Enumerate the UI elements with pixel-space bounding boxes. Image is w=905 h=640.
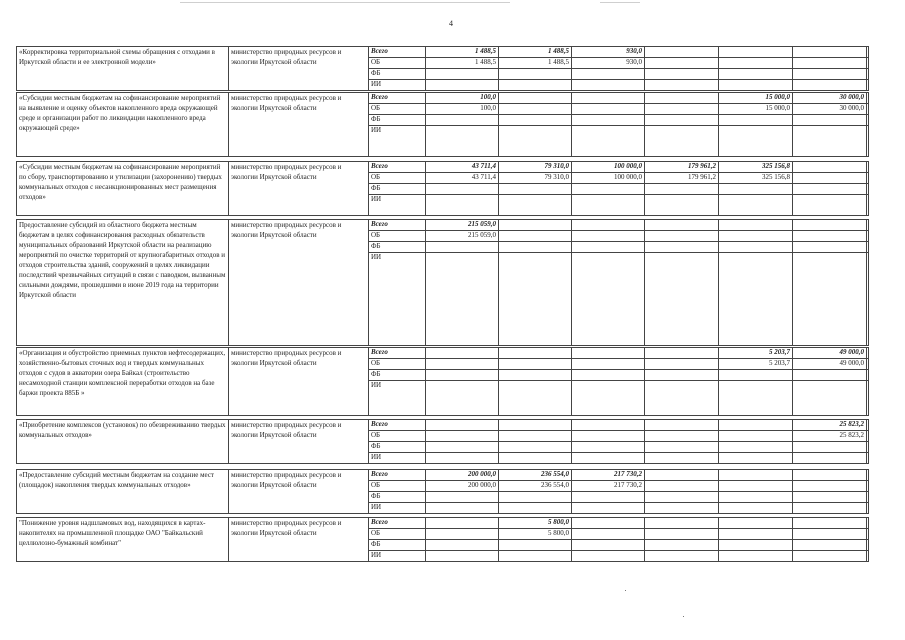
amount-cell: [572, 104, 645, 115]
amount-cell: [499, 242, 572, 253]
amount-cell: [719, 370, 793, 381]
amount-cell: [719, 492, 793, 503]
amount-cell: [719, 231, 793, 242]
table-row: [17, 47, 869, 58]
amount-cell: 43 711,4: [426, 173, 499, 184]
amount-cell: [793, 370, 867, 381]
amount-cell: [426, 80, 499, 91]
table-row: [17, 162, 869, 173]
amount-cell: [426, 370, 499, 381]
amount-cell: [867, 481, 869, 492]
funding-source-cell: ФБ: [369, 115, 426, 126]
amount-cell: [719, 195, 793, 216]
amount-cell: [572, 93, 645, 104]
funding-source-cell: ОБ: [369, 104, 426, 115]
amount-cell: [572, 529, 645, 540]
amount-cell: [719, 220, 793, 231]
amount-cell: [645, 80, 719, 91]
funding-source-cell: ОБ: [369, 173, 426, 184]
amount-cell: 79 310,0: [499, 162, 572, 173]
amount-cell: [499, 453, 572, 464]
amount-cell: [426, 184, 499, 195]
amount-cell: [867, 58, 869, 69]
amount-cell: [793, 173, 867, 184]
amount-cell: 5 800,0: [499, 518, 572, 529]
amount-cell: 79 310,0: [499, 173, 572, 184]
amount-cell: [793, 442, 867, 453]
amount-cell: [572, 551, 645, 562]
amount-cell: [867, 93, 869, 104]
amount-cell: [499, 359, 572, 370]
amount-cell: [793, 529, 867, 540]
funding-source-cell: Всего: [369, 470, 426, 481]
funding-source-cell: ОБ: [369, 58, 426, 69]
amount-cell: 100,0: [426, 104, 499, 115]
amount-cell: 43 711,4: [426, 162, 499, 173]
amount-cell: [867, 370, 869, 381]
amount-cell: [499, 370, 572, 381]
amount-cell: [793, 453, 867, 464]
amount-cell: [793, 242, 867, 253]
amount-cell: 325 156,8: [719, 173, 793, 184]
measure-description: «Приобретение комплексов (установок) по обезвреживанию твердых коммунальных отходов»: [17, 420, 229, 464]
executor-cell: министерство природных ресурсов и экологии Иркутской области: [229, 420, 369, 464]
amount-cell: [719, 551, 793, 562]
amount-cell: [572, 370, 645, 381]
amount-cell: [867, 47, 869, 58]
amount-cell: [572, 126, 645, 157]
amount-cell: [793, 195, 867, 216]
amount-cell: [719, 453, 793, 464]
amount-cell: [719, 253, 793, 346]
amount-cell: [719, 184, 793, 195]
funding-source-cell: ФБ: [369, 69, 426, 80]
amount-cell: [645, 184, 719, 195]
amount-cell: [499, 381, 572, 416]
amount-cell: [499, 93, 572, 104]
amount-cell: 30 000,0: [793, 104, 867, 115]
funding-source-cell: Всего: [369, 93, 426, 104]
amount-cell: [719, 47, 793, 58]
amount-cell: 100 000,0: [572, 162, 645, 173]
funding-source-cell: ИИ: [369, 195, 426, 216]
amount-cell: [572, 442, 645, 453]
table-row: [17, 420, 869, 431]
amount-cell: 25 823,2: [793, 431, 867, 442]
amount-cell: 217 730,2: [572, 470, 645, 481]
amount-cell: [572, 195, 645, 216]
funding-source-cell: ОБ: [369, 481, 426, 492]
funding-source-cell: ИИ: [369, 453, 426, 464]
amount-cell: [867, 162, 869, 173]
scan-speck: [625, 590, 626, 591]
amount-cell: [645, 370, 719, 381]
table-row: [17, 220, 869, 231]
amount-cell: [572, 184, 645, 195]
amount-cell: 25 823,2: [793, 420, 867, 431]
amount-cell: [793, 58, 867, 69]
amount-cell: [499, 503, 572, 514]
amount-cell: [867, 231, 869, 242]
amount-cell: [499, 253, 572, 346]
amount-cell: 1 488,5: [426, 58, 499, 69]
amount-cell: [867, 442, 869, 453]
amount-cell: [793, 47, 867, 58]
measure-description: «Организация и обустройство приемных пунктов нефтесодержащих, хозяйственно-бытовых сточных вод и твердых коммунальных отходов с судов в акватории озера Байкал (строительство несамоходной станции комплексной переработки отходов на базе баржи проекта 885Б »: [17, 348, 229, 416]
amount-cell: [572, 359, 645, 370]
amount-cell: [499, 115, 572, 126]
amount-cell: 5 800,0: [499, 529, 572, 540]
amount-cell: [793, 540, 867, 551]
amount-cell: [426, 431, 499, 442]
funding-source-cell: ИИ: [369, 551, 426, 562]
amount-cell: [645, 253, 719, 346]
page-number: 4: [449, 19, 453, 28]
amount-cell: [867, 518, 869, 529]
funding-source-cell: ИИ: [369, 126, 426, 157]
funding-source-cell: ОБ: [369, 431, 426, 442]
executor-cell: министерство природных ресурсов и экологии Иркутской области: [229, 93, 369, 157]
amount-cell: [426, 359, 499, 370]
amount-cell: [426, 69, 499, 80]
amount-cell: [719, 431, 793, 442]
amount-cell: [719, 69, 793, 80]
amount-cell: [572, 242, 645, 253]
funding-source-cell: Всего: [369, 420, 426, 431]
amount-cell: [793, 492, 867, 503]
amount-cell: [793, 184, 867, 195]
amount-cell: [645, 195, 719, 216]
measure-description: «Корректировка территориальной схемы обращения с отходами в Иркутской области и ее электронной модели»: [17, 47, 229, 91]
amount-cell: [867, 431, 869, 442]
amount-cell: 215 059,0: [426, 220, 499, 231]
funding-source-cell: ФБ: [369, 442, 426, 453]
amount-cell: [867, 503, 869, 514]
amount-cell: [793, 80, 867, 91]
amount-cell: 200 000,0: [426, 470, 499, 481]
amount-cell: [499, 492, 572, 503]
amount-cell: [499, 442, 572, 453]
funding-source-cell: ОБ: [369, 359, 426, 370]
amount-cell: [426, 242, 499, 253]
amount-cell: 15 000,0: [719, 93, 793, 104]
amount-cell: [719, 529, 793, 540]
amount-cell: [426, 492, 499, 503]
amount-cell: [719, 242, 793, 253]
amount-cell: [645, 453, 719, 464]
amount-cell: 1 488,5: [426, 47, 499, 58]
amount-cell: [867, 126, 869, 157]
funding-source-cell: ФБ: [369, 184, 426, 195]
amount-cell: [645, 220, 719, 231]
table-row: [17, 470, 869, 481]
amount-cell: [572, 503, 645, 514]
amount-cell: 179 961,2: [645, 173, 719, 184]
amount-cell: [793, 231, 867, 242]
amount-cell: [645, 529, 719, 540]
executor-cell: министерство природных ресурсов и экологии Иркутской области: [229, 162, 369, 216]
amount-cell: 217 730,2: [572, 481, 645, 492]
amount-cell: [867, 529, 869, 540]
amount-cell: [426, 381, 499, 416]
amount-cell: [645, 47, 719, 58]
amount-cell: [867, 359, 869, 370]
amount-cell: [426, 529, 499, 540]
amount-cell: [867, 453, 869, 464]
amount-cell: [499, 431, 572, 442]
executor-cell: министерство природных ресурсов и экологии Иркутской области: [229, 220, 369, 346]
amount-cell: [645, 231, 719, 242]
amount-cell: [426, 442, 499, 453]
amount-cell: [867, 195, 869, 216]
amount-cell: [867, 551, 869, 562]
amount-cell: 30 000,0: [793, 93, 867, 104]
amount-cell: [645, 492, 719, 503]
amount-cell: [793, 481, 867, 492]
amount-cell: [719, 540, 793, 551]
executor-cell: министерство природных ресурсов и экологии Иркутской области: [229, 518, 369, 562]
amount-cell: [499, 126, 572, 157]
amount-cell: [572, 431, 645, 442]
amount-cell: [793, 69, 867, 80]
executor-cell: министерство природных ресурсов и экологии Иркутской области: [229, 348, 369, 416]
executor-cell: министерство природных ресурсов и экологии Иркутской области: [229, 47, 369, 91]
amount-cell: [645, 420, 719, 431]
measure-description: «Субсидии местным бюджетам на софинансирование мероприятий на выявление и оценку объектов накопленного вреда окружающей среде и организации работ по ликвидации накопленного вреда окружающей среде»: [17, 93, 229, 157]
page-top-edge: [180, 2, 510, 3]
amount-cell: [645, 242, 719, 253]
amount-cell: [867, 348, 869, 359]
funding-source-cell: ФБ: [369, 540, 426, 551]
amount-cell: [719, 503, 793, 514]
amount-cell: [793, 503, 867, 514]
amount-cell: [499, 195, 572, 216]
amount-cell: [572, 115, 645, 126]
amount-cell: [499, 69, 572, 80]
amount-cell: [645, 551, 719, 562]
amount-cell: [793, 518, 867, 529]
amount-cell: [499, 540, 572, 551]
amount-cell: 179 961,2: [645, 162, 719, 173]
amount-cell: [499, 231, 572, 242]
amount-cell: [867, 115, 869, 126]
amount-cell: [645, 58, 719, 69]
financing-table: [16, 46, 869, 562]
funding-source-cell: Всего: [369, 47, 426, 58]
amount-cell: [572, 69, 645, 80]
amount-cell: [499, 551, 572, 562]
amount-cell: 100 000,0: [572, 173, 645, 184]
amount-cell: [645, 115, 719, 126]
amount-cell: [719, 518, 793, 529]
amount-cell: [793, 220, 867, 231]
amount-cell: [572, 231, 645, 242]
amount-cell: [645, 481, 719, 492]
amount-cell: [572, 80, 645, 91]
amount-cell: [572, 420, 645, 431]
amount-cell: [426, 253, 499, 346]
amount-cell: [793, 162, 867, 173]
measure-description: «Субсидии местным бюджетам на софинансирование мероприятий по сбору, транспортированию и утилизации (захоронению) твердых коммунальных отходов с несанкционированных мест размещения отходов»: [17, 162, 229, 216]
amount-cell: [426, 195, 499, 216]
amount-cell: [645, 540, 719, 551]
amount-cell: [719, 115, 793, 126]
amount-cell: 236 554,0: [499, 481, 572, 492]
amount-cell: [719, 126, 793, 157]
amount-cell: [793, 115, 867, 126]
amount-cell: [572, 492, 645, 503]
amount-cell: [572, 220, 645, 231]
amount-cell: 200 000,0: [426, 481, 499, 492]
amount-cell: 1 488,5: [499, 47, 572, 58]
amount-cell: [572, 253, 645, 346]
measure-description: «Предоставление субсидий местным бюджетам на создание мест (площадок) накопления твердых коммунальных отходов»: [17, 470, 229, 514]
amount-cell: [499, 348, 572, 359]
amount-cell: [426, 518, 499, 529]
amount-cell: [793, 126, 867, 157]
amount-cell: [867, 173, 869, 184]
amount-cell: [572, 518, 645, 529]
amount-cell: [719, 481, 793, 492]
amount-cell: [499, 184, 572, 195]
amount-cell: [867, 540, 869, 551]
amount-cell: [719, 442, 793, 453]
amount-cell: [793, 381, 867, 416]
amount-cell: 5 203,7: [719, 348, 793, 359]
amount-cell: [426, 551, 499, 562]
amount-cell: 930,0: [572, 47, 645, 58]
amount-cell: [645, 104, 719, 115]
amount-cell: [867, 69, 869, 80]
table-row: [17, 348, 869, 359]
amount-cell: 5 203,7: [719, 359, 793, 370]
amount-cell: [426, 126, 499, 157]
amount-cell: [719, 80, 793, 91]
amount-cell: [645, 348, 719, 359]
amount-cell: [867, 104, 869, 115]
funding-source-cell: ИИ: [369, 503, 426, 514]
amount-cell: [572, 348, 645, 359]
table-row: [17, 93, 869, 104]
amount-cell: [793, 470, 867, 481]
amount-cell: 49 000,0: [793, 348, 867, 359]
amount-cell: [426, 503, 499, 514]
funding-source-cell: Всего: [369, 518, 426, 529]
amount-cell: [426, 348, 499, 359]
amount-cell: [572, 540, 645, 551]
amount-cell: [719, 381, 793, 416]
scan-speck: [683, 616, 684, 617]
amount-cell: [645, 442, 719, 453]
amount-cell: [645, 69, 719, 80]
amount-cell: [426, 115, 499, 126]
amount-cell: [719, 420, 793, 431]
amount-cell: [867, 420, 869, 431]
amount-cell: [499, 80, 572, 91]
amount-cell: [645, 518, 719, 529]
amount-cell: [867, 242, 869, 253]
amount-cell: [645, 381, 719, 416]
amount-cell: [499, 420, 572, 431]
funding-source-cell: ИИ: [369, 80, 426, 91]
amount-cell: [867, 470, 869, 481]
amount-cell: [867, 381, 869, 416]
amount-cell: [793, 253, 867, 346]
amount-cell: [426, 453, 499, 464]
funding-source-cell: ФБ: [369, 242, 426, 253]
funding-source-cell: ФБ: [369, 492, 426, 503]
funding-source-cell: ФБ: [369, 370, 426, 381]
funding-source-cell: Всего: [369, 348, 426, 359]
funding-source-cell: ОБ: [369, 529, 426, 540]
amount-cell: [719, 470, 793, 481]
amount-cell: [645, 431, 719, 442]
table-row: [17, 518, 869, 529]
amount-cell: [645, 503, 719, 514]
amount-cell: [867, 80, 869, 91]
amount-cell: [867, 253, 869, 346]
amount-cell: [572, 453, 645, 464]
amount-cell: [499, 104, 572, 115]
amount-cell: [499, 220, 572, 231]
funding-source-cell: Всего: [369, 220, 426, 231]
amount-cell: [645, 359, 719, 370]
amount-cell: [867, 492, 869, 503]
funding-source-cell: ИИ: [369, 253, 426, 346]
funding-source-cell: ИИ: [369, 381, 426, 416]
amount-cell: 1 488,5: [499, 58, 572, 69]
funding-source-cell: ОБ: [369, 231, 426, 242]
amount-cell: 100,0: [426, 93, 499, 104]
amount-cell: [426, 420, 499, 431]
funding-source-cell: Всего: [369, 162, 426, 173]
page-top-edge: [600, 2, 640, 3]
executor-cell: министерство природных ресурсов и экологии Иркутской области: [229, 470, 369, 514]
amount-cell: 215 059,0: [426, 231, 499, 242]
amount-cell: 236 554,0: [499, 470, 572, 481]
measure-description: "Понижение уровня надшламовых вод, находящихся в картах-накопителях на промышленной площадке ОАО "Байкальский целлюлозно-бумажный комбинат": [17, 518, 229, 562]
measure-description: Предоставление субсидий из областного бюджета местным бюджетам в целях софинансирования расходных обязательств муниципальных образований Иркутской области на реализацию мероприятий по очистке территорий от крупногабаритных отходов и отходов строительства зданий, сооружений в целях ликвидации последствий чрезвычайных ситуаций в связи с паводком, вызванным сильными дождями, прошедшими в июне 2019 года на территории Иркутской области: [17, 220, 229, 346]
amount-cell: [426, 540, 499, 551]
amount-cell: 15 000,0: [719, 104, 793, 115]
amount-cell: [645, 93, 719, 104]
amount-cell: [793, 551, 867, 562]
amount-cell: [867, 220, 869, 231]
amount-cell: [645, 470, 719, 481]
amount-cell: [645, 126, 719, 157]
amount-cell: [867, 184, 869, 195]
amount-cell: 49 000,0: [793, 359, 867, 370]
amount-cell: [719, 58, 793, 69]
amount-cell: 325 156,8: [719, 162, 793, 173]
amount-cell: [572, 381, 645, 416]
amount-cell: 930,0: [572, 58, 645, 69]
